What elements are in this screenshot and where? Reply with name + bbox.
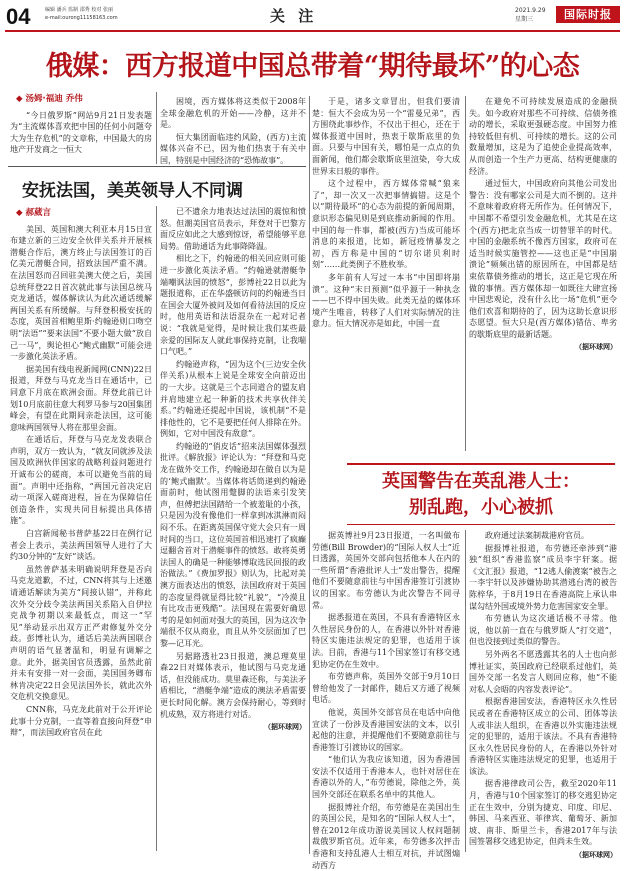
- main-headline: 俄媒：西方报道中国总带着“期待最坏”的心态: [45, 51, 580, 82]
- masthead: [0, 0, 625, 34]
- diamond-icon: ◆: [16, 208, 23, 218]
- issue-date: 2021.9.29 星期三: [515, 7, 546, 23]
- divider: [465, 96, 466, 451]
- divider: [156, 92, 157, 164]
- article3-title: 英国警告在英乱港人士： 别乱跑，小心被抓: [347, 463, 615, 525]
- article2-title: 安抚法国，美英领导人不同调: [22, 181, 243, 201]
- article1-col3: 于是，诸多文章冒出，但我们要清楚：恒大不会成为另一个“雷曼兄弟”，西方围绕此事炒作，不仅出于担心，还在于媒体报道中国时，热衷于歇斯底里的负面。只要与中国有关，哪怕是一点点的负面新闻，他们都会歇斯底里渲染，夸大成世界末日般的事件。 这个过程中，西方媒体常喊“狼来了”，却一次又一次把事情搞错。这是个以“期待最坏”的心态为前提的新闻周期，意识形态偏见则是到底推动新闻的作用。中国的每一件事，都被(西方)当成可能坏消息的来报道，比如，新冠疫情暴发之初，西方称是中国的“切尔诺贝利时刻”……此类例子不胜枚举。 多年前有人写过一本书“中国即将崩溃”。这种“末日预测”似乎源于一种执念——巴不得中国失败。此类无益的媒体环境产生唯音，转移了人们对实际情况的注意力。恒大情况亦是如此，中国一直: [312, 97, 460, 329]
- article1-byline: ◆ 汤姆·福迪 乔伟: [16, 94, 83, 104]
- masthead-rule: [5, 30, 620, 32]
- article1-col2: 困境，西方媒体将这类似于2008年全球金融危机的开始——冷静，这并不是。 恒大集团面临违约风险，(西方)主流媒体兴奋不已，因为他们热衷于有关中国，特别是中国经济的“恐怖故事”。: [160, 97, 306, 165]
- divider: [309, 96, 310, 854]
- article3-col1: 据英博社9月23日报道，一名叫做布劳德(Bill Browder)的“国际人权人士”近日透露，英国外交部向包括他本人在内的一些所谓“香港批评人士”发出警告，提醒他们不要随意前往与中国香港签订引渡协议的国家。布劳德认为此次警告不同寻常。 据悉报道在英国，不具有香港特区永久性居民身份的人，在香港以外针对香港特区实施违法规定的犯罪，也适用于该法。目前，香港与11个国家签订有移交逃犯协定仍在生效中。 布劳德声称，英国外交部于9月10日曾给他发了一封邮件，随后又方通了视频电话。 他说，英国外交部官员在电话中向他宣读了一份涉及香港国安法的文本，以引起他的注意，并提醒他们不要随意前往与香港签订引渡协议的国家。 “他们认为我应该知道，因为香港国安法不仅适用于香港本人，也针对居住在香港以外的人，”布劳德说，除他之外，英国外交部还在联系名单中的其他人。 据报博社介绍，布劳德是在美国出生的英国公民，是知名的“国际人权人士”，曾在2012年成功游说美国议人权问题制裁俄罗斯官员。近年来，布劳德多次抨击香港和支持乱港人士相互对抗，并试图煽动西方: [312, 531, 460, 870]
- article2-source: （据环球网）: [264, 723, 306, 732]
- article2-col2: 已不遗余力地表达过法国的震惊和愤怒。但潮美国官员表示，拜登对于巴黎方面反应如此之大感到惊讶，希望能够平息局势。借助通话为此事降降温。 相比之下，约翰逊的相关回应则可能进一步激化英法矛盾。“约翰逊就潜艇争端嘲讽法国的愤怒”，彭博社22日以此为题报道称，正在华盛顿访问的约翰逊当日在国会大厦外被问及如何看待法国的反应时，他用英语和法语混杂在一起对记者说：“我就是觉得，是时候让我们某些最亲爱的国际友人就此事保持克制，让我喘口气吧。” 约翰逊声称，“因为这个(三边安全伙伴关系)从根本上说是全球安全向前迈出的一大步。这就是三个志同道合的盟友肩并肩地建立起一种新的技术共享伙伴关系。”约翰逊还提起中国说，该机制“不是排他性的，它不是要把任何人排除在外。例如，它对中国没有敌意”。 约翰逊的“俏皮话”招来法国媒体强烈批评。《解放报》评论认为：“拜登和马克龙在做外交工作，约翰逊却在做自以为是的‘鲍式幽默’。当媒体将话筒递到约翰逊面前时，他试图用蹩脚的法语来引发笑声，但傅把法国踏给一个被羞耻的小孩，只是因为没有像他们一样拿到冰淇淋而闷闷不乐。在距离英国保守党大会只有一周时间的当口，这位英国首相迅速打了疯癫逗翻舍首对于潜艇事件的愤怒。敢将英勇法国人的确是一种能够博取选民回报的政治做法。”《费加罗报》则认为，比起对美澳方面表达出的愤怒，法国政府对于英国的态度显得就显得比较“礼貌”，“冷漠且有比攻击更残酷”。法国现在需要好确思考的是如何面对强大的英国，因为这次争端很不仅从商业，而且从外交层面加了巴黎—记耳光。 另据路透社23日报道，澳总理莫里森22日对媒体表示，他试图与马克龙通话，但没能成功。莫里森还称，与美法矛盾相比，“潜艇争端”造成的澳法矛盾需要更长时间化解。澳方会保持耐心，等到时机成熟，双方将进行对话。 （据环球网）: [160, 206, 306, 854]
- article2-byline: ◆ 郝葳言: [16, 208, 52, 218]
- divider: [465, 530, 466, 852]
- article3-source: （据环球网）: [575, 851, 617, 860]
- section-title: 关 注: [270, 7, 318, 25]
- article1-col1: ◆ 汤姆·福迪 乔伟 “今日俄罗斯”网站9月21日发表题为“主流媒体喜欢把中国的任何小问题夸大为生存危机”的文章称，中国最大的房地产开发商之一恒大: [10, 94, 152, 155]
- divider: [8, 166, 306, 167]
- page-number: 04: [6, 4, 31, 29]
- diamond-icon: ◆: [16, 94, 23, 104]
- editors-info: 编辑 潘兵 监制 邵秀 校对 张丽 e-mail:ourong11158163.com: [45, 7, 118, 21]
- newspaper-logo: 国际时报: [556, 6, 620, 23]
- article3-col2: 政府通过法案制裁港府官员。 据报博社报道，布劳德还牵涉到“港独”组织“香港监察”成员李宇轩案。据《文汇报》报道，“12逃人偷渡案”被告之一李宇轩以及涉嫌协助其潜逃台湾的被告陈梓华，于8月19日在香港高院上承认串谋勾结外国或境外势力危害国家安全罪。 布劳德认为这次通话极不寻常。他说，他以前一直在与俄罗斯人“打交道”，但也没接到过类似的警告。 另外两名不愿透露其名的人士也向彭博社证实，英国政府已经联系过他们，英国外交部一名发言人则回应称，他“不能对私人会晤的内容发表评论”。 根据香港国安法，香港特区永久性居民或者在香港特区成立的公司、团体等法人或非法人组织，在香港以外实施违法规定的犯罪的，适用于该法。不具有香港特区永久性居民身份的人，在香港以外针对香港特区实施违法规定的犯罪，也适用于该法。 据香港律政司公告，截至2020年11月，香港与10个国家签订的移交逃犯协定正在生效中，分别为捷克、印度、印尼、韩国、马来西亚、菲律宾、葡萄牙、新加坡、南非、斯里兰卡，香港2017年与法国签署移交逃犯协定，但尚未生效。 （据环球网）: [469, 530, 617, 855]
- article1-col4: 在避免不可持续发展造成的金融损失。如今政府对那些不可持续、信债务推动的增长，采取更强硬态度。中国努力推持较低但有机、可持续的增长。这的公司数量增加，这是为了追使企业提高效率，从而创造一个生产力更高、结构更健康的经济。 通过恒大，中国政府向其他公司发出警告：没有哪家公司是大而不倒的。这并不意味着政府将无所作为。任何情况下，中国都不希望引发金融危机，尤其是在这个(西方)把北京当成一切替罪羊的时代。中国的金融系统不像西方国家，政府可在适当时候实施管控——这也正是“中国崩溃论”频频出错的原因所在，中国都是结束依靠债务推动的增长，这正是它现在所做的事情。西方媒体却一如既往大肆宣扬中国悲观论，没有什么比一场“危机”更令他们欢喜和期待的了，因为这助长意识形态愿望。恒大只是(西方媒体)错估、卑劣的歇斯底里的最新话题。 （据环球网）: [469, 96, 617, 456]
- article2-col1: ◆ 郝葳言 美国、英国和澳大利亚本月15日宣布建立新的三边安全伙伴关系并开展核潜艇合作后，澳方终止与法国签订的百亿美元潜艇合同，招致法国严重不满。在法国怒而召回驻美澳大使之后，美国总统拜登22日首次就此事与法国总统马克龙通话，媒体解读认为此次通话缓解两国关系有所缓解。与拜登积极安抚的态度，英国首相鲍里斯·约翰逊则口吻空明“法语”“要来法国”不要小题大做“放自己一马”，舆论担心“鲍式幽默”可能会进一步激化英法矛盾。 据美国有线电视新闻网(CNN)22日报道，拜登与马克龙当日在通话中，已同意下月底在欧洲会面。拜登此前已计划10月底前往意大利罗马参与20国集团峰会，有望在此期间亲赴法国，这可能意味两国领导人将在那里会面。 在通话后，拜登与马克龙发表联合声明，双方一致认为，“就友同就涉及法国及欧洲伙伴国家的战略利益问题进行开诚布公的磋商，本可以避免当前的局面”。声明中还指称，“两国元首决定启动一项深入磋商进程，旨在为保障信任创造条件，实现共同目标提出具体措施”。 白宫新闻秘书普萨基22日在例行记者会上表示，美法两国领导人进行了大约30分钟的“友好”谈话。 虽然普萨基未明确说明拜登是否向马克龙道歉，不过，CNN将其与上述邀请通话解读为美方“间接认错”，并称此次外交分歧令美法两国关系陷入自伊拉克战争初期以来最低点，而这一“罕见”举动显示出双方正严肃修复外交分歧。彭博社认为，通话后美法两国联合声明的语气显著温和，明显有调解之意。此外，据美国官员透露，虽然此前并未有安排一对一会面，美国国务卿布林肯决定22日会见法国外长，就此次外交危机交换意见。 CNN称，马克龙此前对于公开评论此事十分克制，一直等着直接向拜登“申辩”，而法国政府官员在此: [10, 208, 152, 738]
- divider: [156, 206, 157, 851]
- article1-source: （据环球网）: [575, 343, 617, 352]
